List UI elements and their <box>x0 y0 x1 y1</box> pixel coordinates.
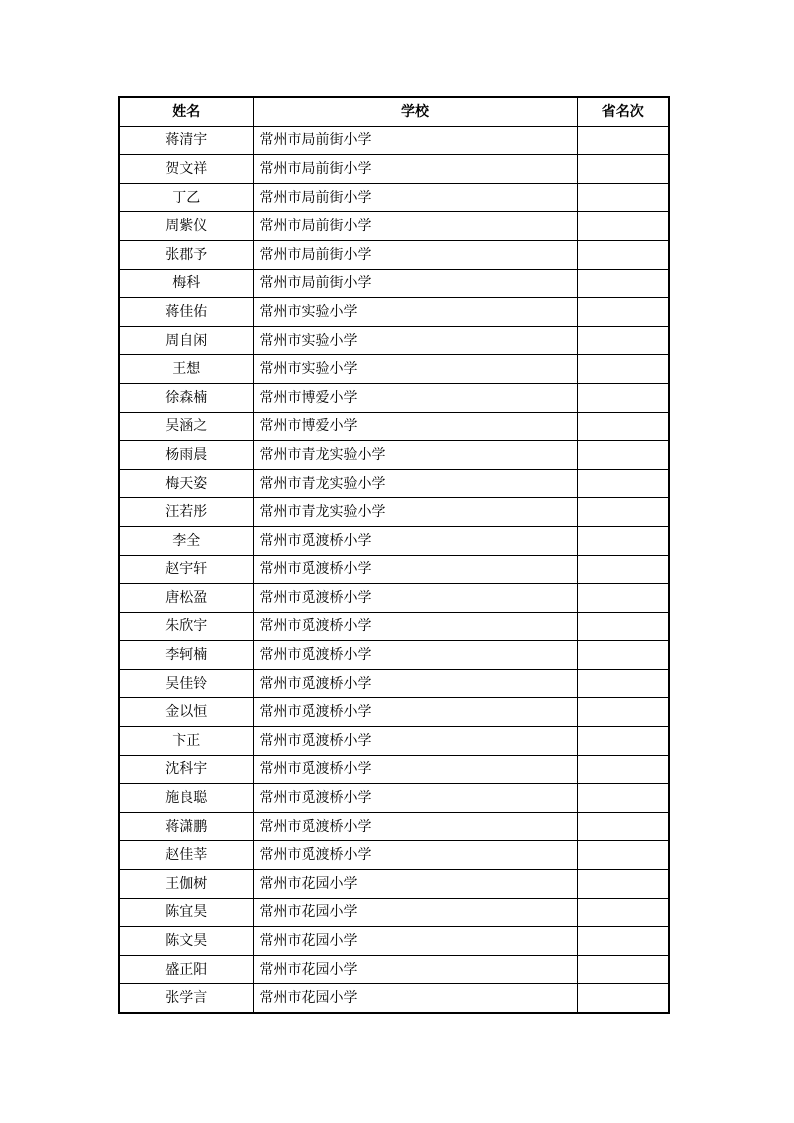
table-row <box>119 526 669 555</box>
header-rank: 省名次 <box>577 97 669 126</box>
roster-body <box>119 126 669 1013</box>
student-name-cell: 杨雨晨 <box>119 441 253 470</box>
student-name-cell: 蒋潇鹏 <box>119 812 253 841</box>
student-name-cell: 王伽树 <box>119 870 253 899</box>
student-name-cell: 汪若彤 <box>119 498 253 527</box>
table-row <box>119 298 669 327</box>
province-rank-cell <box>577 298 669 327</box>
table-row <box>119 984 669 1013</box>
province-rank-cell <box>577 812 669 841</box>
school-cell: 常州市觅渡桥小学 <box>253 698 577 727</box>
school-cell: 常州市青龙实验小学 <box>253 441 577 470</box>
province-rank-cell <box>577 727 669 756</box>
table-row <box>119 612 669 641</box>
table-row <box>119 240 669 269</box>
student-name-cell: 唐松盈 <box>119 584 253 613</box>
student-name-cell: 沈科宇 <box>119 755 253 784</box>
school-cell: 常州市觅渡桥小学 <box>253 784 577 813</box>
province-rank-cell <box>577 441 669 470</box>
table-row <box>119 441 669 470</box>
province-rank-cell <box>577 641 669 670</box>
student-name-cell: 梅科 <box>119 269 253 298</box>
school-cell: 常州市觅渡桥小学 <box>253 612 577 641</box>
school-cell: 常州市青龙实验小学 <box>253 469 577 498</box>
school-cell: 常州市花园小学 <box>253 955 577 984</box>
province-rank-cell <box>577 126 669 155</box>
student-name-cell: 卞正 <box>119 727 253 756</box>
table-row <box>119 898 669 927</box>
school-cell: 常州市实验小学 <box>253 326 577 355</box>
table-row <box>119 927 669 956</box>
table-row <box>119 727 669 756</box>
school-cell: 常州市局前街小学 <box>253 240 577 269</box>
table-row <box>119 870 669 899</box>
student-name-cell: 周自闲 <box>119 326 253 355</box>
table-row <box>119 155 669 184</box>
school-cell: 常州市觅渡桥小学 <box>253 555 577 584</box>
province-rank-cell <box>577 326 669 355</box>
school-cell: 常州市博爱小学 <box>253 412 577 441</box>
province-rank-cell <box>577 955 669 984</box>
student-name-cell: 李轲楠 <box>119 641 253 670</box>
province-rank-cell <box>577 841 669 870</box>
student-name-cell: 蒋佳佑 <box>119 298 253 327</box>
school-cell: 常州市觅渡桥小学 <box>253 727 577 756</box>
table-row <box>119 269 669 298</box>
student-name-cell: 丁乙 <box>119 183 253 212</box>
student-roster-table <box>118 96 670 1014</box>
province-rank-cell <box>577 498 669 527</box>
table-row <box>119 841 669 870</box>
school-cell: 常州市觅渡桥小学 <box>253 755 577 784</box>
school-cell: 常州市觅渡桥小学 <box>253 841 577 870</box>
school-cell: 常州市花园小学 <box>253 898 577 927</box>
table-row <box>119 355 669 384</box>
table-row <box>119 641 669 670</box>
school-cell: 常州市觅渡桥小学 <box>253 812 577 841</box>
student-name-cell: 赵佳莘 <box>119 841 253 870</box>
student-name-cell: 梅天姿 <box>119 469 253 498</box>
province-rank-cell <box>577 984 669 1013</box>
school-cell: 常州市局前街小学 <box>253 126 577 155</box>
student-name-cell: 金以恒 <box>119 698 253 727</box>
school-cell: 常州市花园小学 <box>253 984 577 1013</box>
table-row <box>119 669 669 698</box>
school-cell: 常州市觅渡桥小学 <box>253 584 577 613</box>
table-row <box>119 955 669 984</box>
student-name-cell: 蒋清宇 <box>119 126 253 155</box>
table-row <box>119 126 669 155</box>
student-name-cell: 李全 <box>119 526 253 555</box>
province-rank-cell <box>577 755 669 784</box>
header-row <box>119 97 669 126</box>
province-rank-cell <box>577 412 669 441</box>
table-row <box>119 584 669 613</box>
student-name-cell: 张郡予 <box>119 240 253 269</box>
student-name-cell: 周紫仪 <box>119 212 253 241</box>
province-rank-cell <box>577 784 669 813</box>
student-name-cell: 吴涵之 <box>119 412 253 441</box>
student-name-cell: 陈宜昊 <box>119 898 253 927</box>
school-cell: 常州市花园小学 <box>253 927 577 956</box>
table-row <box>119 555 669 584</box>
student-name-cell: 贺文祥 <box>119 155 253 184</box>
school-cell: 常州市青龙实验小学 <box>253 498 577 527</box>
school-cell: 常州市觅渡桥小学 <box>253 669 577 698</box>
school-cell: 常州市觅渡桥小学 <box>253 641 577 670</box>
school-cell: 常州市局前街小学 <box>253 155 577 184</box>
province-rank-cell <box>577 383 669 412</box>
province-rank-cell <box>577 669 669 698</box>
student-name-cell: 施良聪 <box>119 784 253 813</box>
school-cell: 常州市实验小学 <box>253 298 577 327</box>
school-cell: 常州市局前街小学 <box>253 183 577 212</box>
province-rank-cell <box>577 183 669 212</box>
table-row <box>119 383 669 412</box>
province-rank-cell <box>577 927 669 956</box>
student-name-cell: 王想 <box>119 355 253 384</box>
province-rank-cell <box>577 584 669 613</box>
table-row <box>119 784 669 813</box>
province-rank-cell <box>577 212 669 241</box>
student-name-cell: 徐森楠 <box>119 383 253 412</box>
table-row <box>119 812 669 841</box>
table-row <box>119 412 669 441</box>
table-row <box>119 326 669 355</box>
province-rank-cell <box>577 612 669 641</box>
school-cell: 常州市实验小学 <box>253 355 577 384</box>
table-row <box>119 755 669 784</box>
table-row <box>119 698 669 727</box>
school-cell: 常州市局前街小学 <box>253 212 577 241</box>
province-rank-cell <box>577 555 669 584</box>
student-name-cell: 赵宇轩 <box>119 555 253 584</box>
province-rank-cell <box>577 526 669 555</box>
student-name-cell: 吴佳铃 <box>119 669 253 698</box>
province-rank-cell <box>577 155 669 184</box>
header-name: 姓名 <box>119 97 253 126</box>
school-cell: 常州市局前街小学 <box>253 269 577 298</box>
province-rank-cell <box>577 355 669 384</box>
province-rank-cell <box>577 870 669 899</box>
school-cell: 常州市博爱小学 <box>253 383 577 412</box>
student-name-cell: 盛正阳 <box>119 955 253 984</box>
province-rank-cell <box>577 269 669 298</box>
school-cell: 常州市觅渡桥小学 <box>253 526 577 555</box>
table-row <box>119 212 669 241</box>
student-name-cell: 张学言 <box>119 984 253 1013</box>
province-rank-cell <box>577 469 669 498</box>
province-rank-cell <box>577 240 669 269</box>
student-name-cell: 陈文昊 <box>119 927 253 956</box>
province-rank-cell <box>577 898 669 927</box>
school-cell: 常州市花园小学 <box>253 870 577 899</box>
table-row <box>119 469 669 498</box>
province-rank-cell <box>577 698 669 727</box>
table-row <box>119 183 669 212</box>
student-name-cell: 朱欣宇 <box>119 612 253 641</box>
header-school: 学校 <box>253 97 577 126</box>
table-row <box>119 498 669 527</box>
